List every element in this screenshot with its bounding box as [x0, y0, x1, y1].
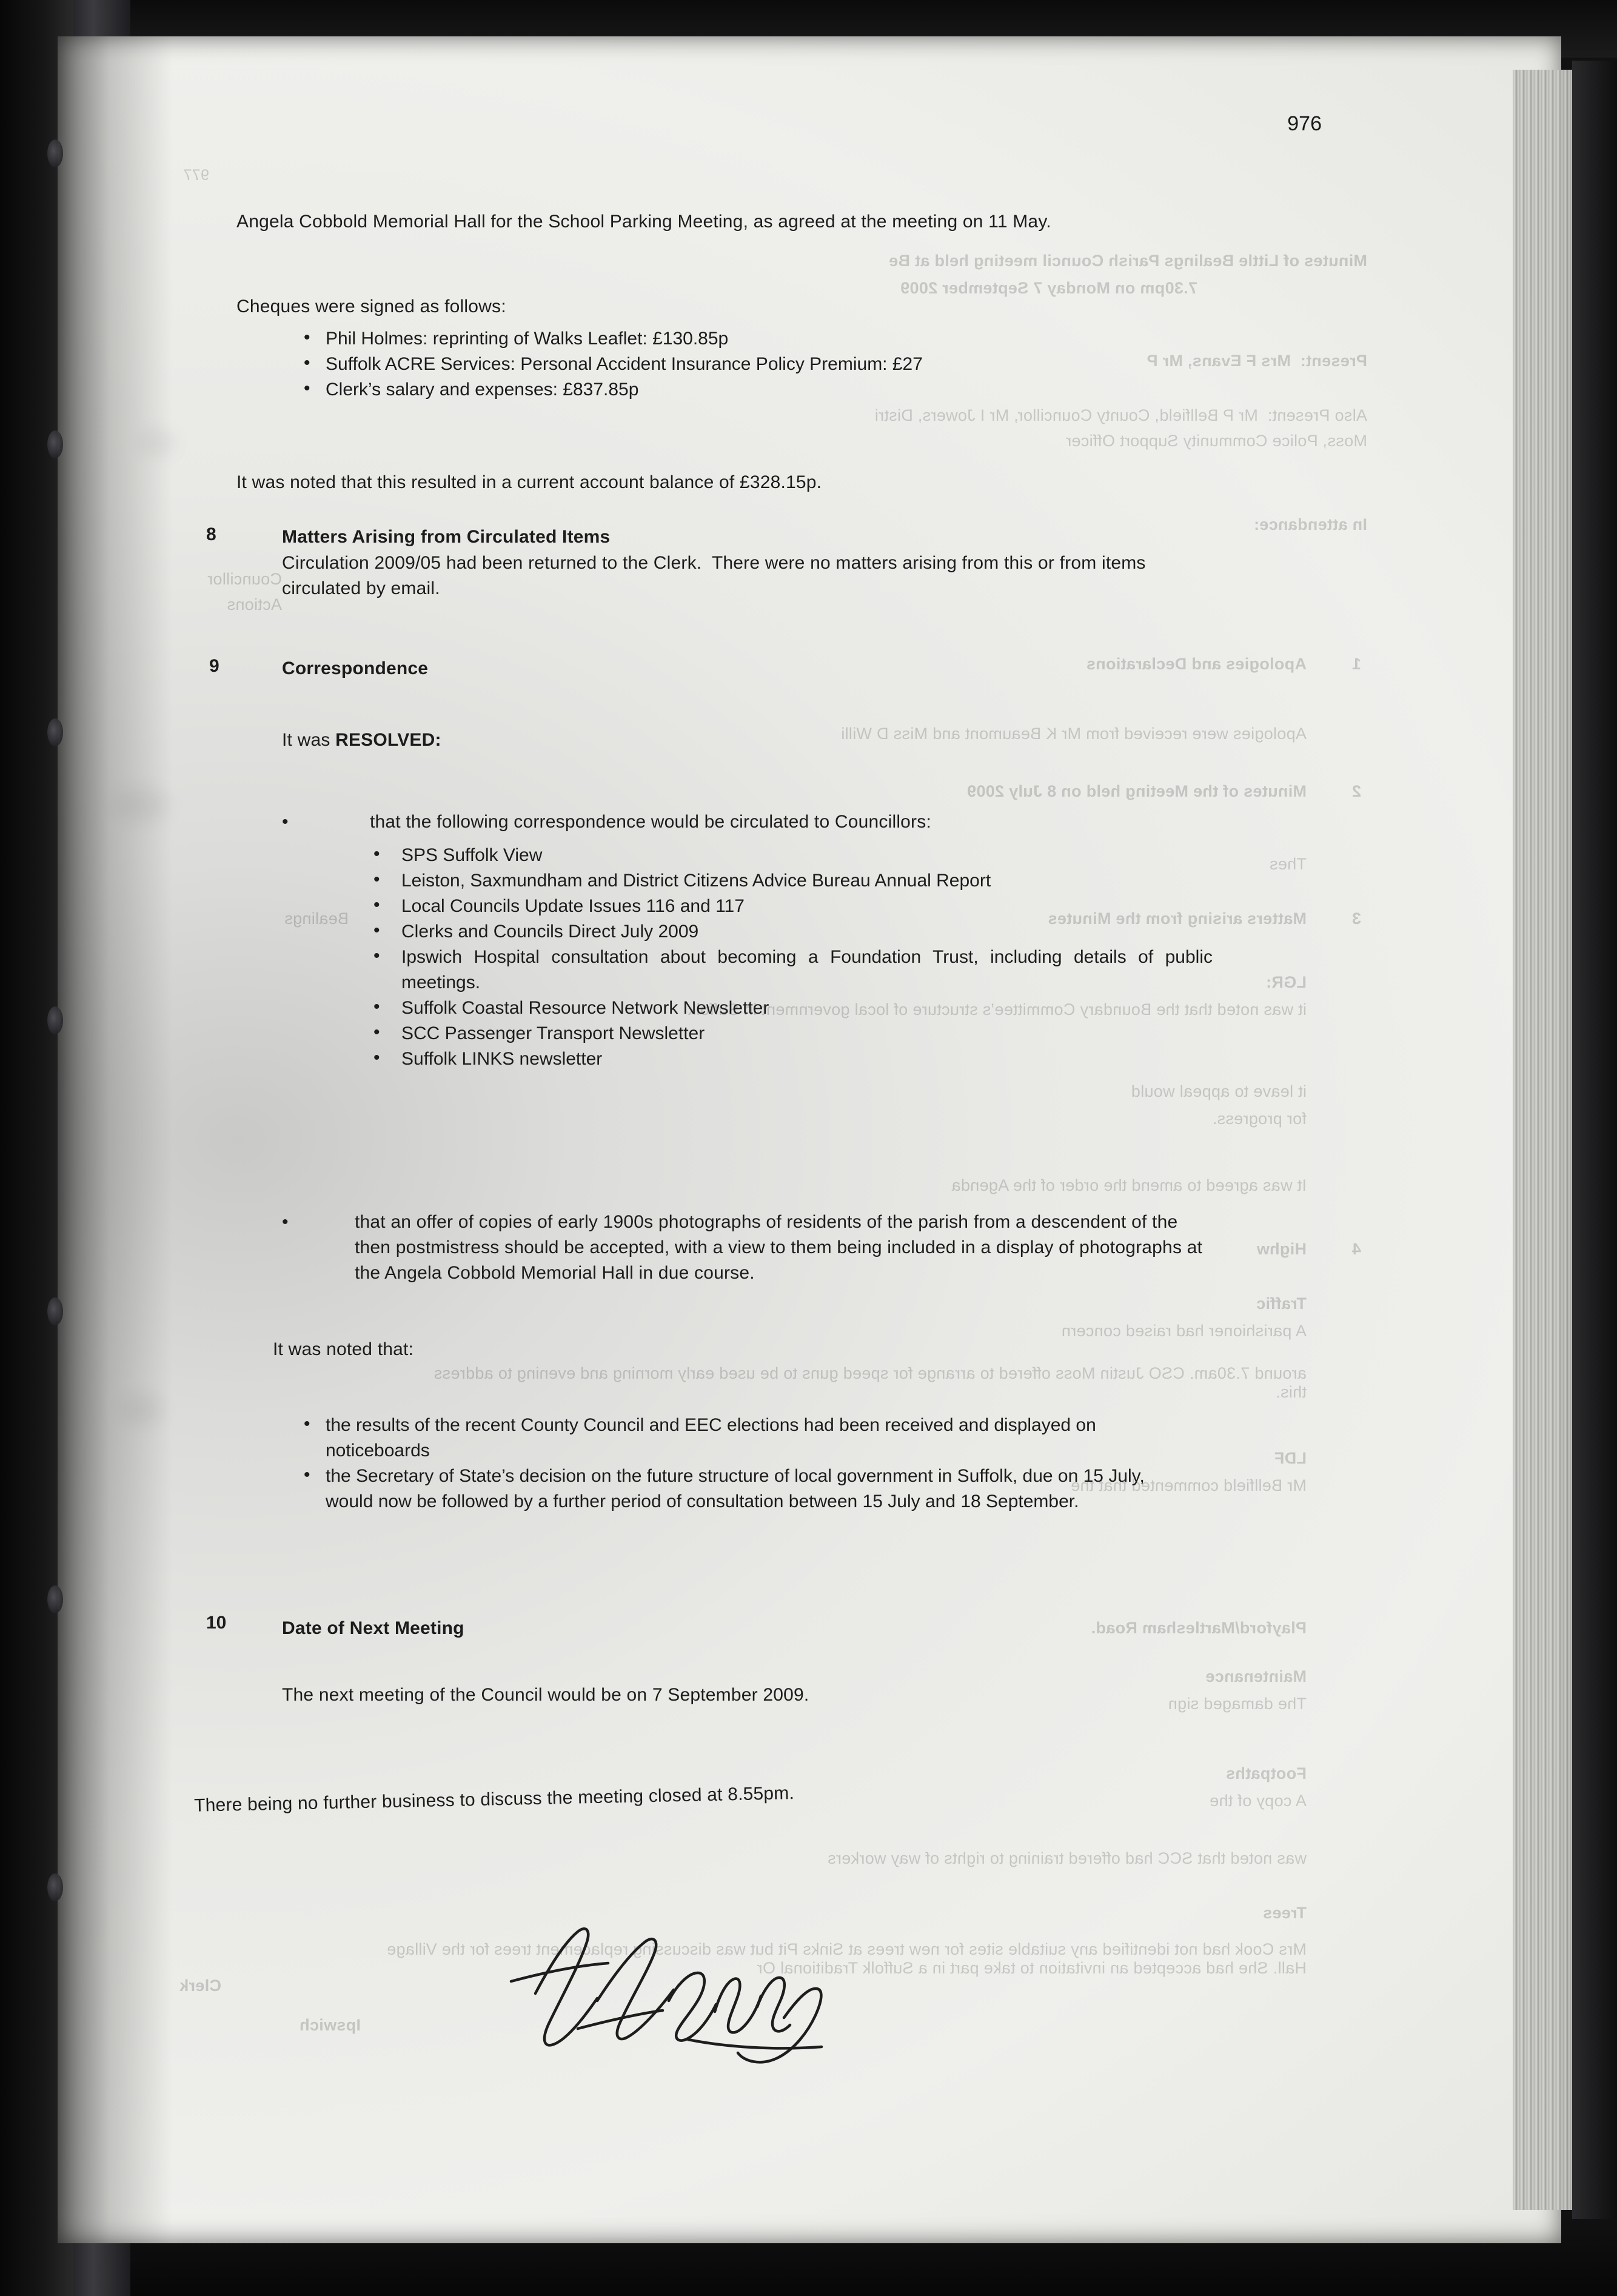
page-stack-shadow	[1572, 61, 1617, 2219]
noted-list	[294, 1413, 1185, 1514]
paragraph-hall-parking: Angela Cobbold Memorial Hall for the School Parking Meeting, as agreed at the meeting on 11 May.	[236, 212, 1051, 232]
heading-matters-arising: Matters Arising from Circulated Items	[282, 527, 611, 547]
signature	[506, 1910, 882, 2067]
item-number-9: 9	[209, 656, 219, 676]
list-item: • SCC Passenger Transport Newsletter	[370, 1021, 1213, 1046]
list-item: • the results of the recent County Council and EEC elections had been received and displayed on noticeboards	[294, 1413, 1185, 1464]
paragraph-cheques-intro: Cheques were signed as follows:	[236, 296, 506, 316]
list-item: • Suffolk LINKS newsletter	[370, 1046, 1213, 1072]
list-item: • Ipswich Hospital consultation about becoming a Foundation Trust, including details of public meetings.	[370, 945, 1213, 996]
heading-correspondence: Correspondence	[282, 658, 429, 678]
paragraph-closing: There being no further business to discuss the meeting closed at 8.55pm.	[193, 1783, 795, 1816]
paragraph-balance-note: It was noted that this resulted in a current account balance of £328.15p.	[236, 472, 822, 492]
page-number: 976	[1287, 112, 1322, 135]
resolved-line	[282, 728, 441, 753]
list-item: • Local Councils Update Issues 116 and 117	[370, 894, 1213, 919]
resolved-keyword: RESOLVED:	[335, 730, 441, 750]
bleed-through-text: 977 Minutes of Little Bealings Parish Council meeting held at Be 7.30pm on Monday 7 September 2009 Present: Mrs F Evans, Mr P Also Present: Mr P Bellfield, County Councillor, Mr I Jowers, Distri Moss, Police Community Support Officer In attendance: Councillor Actions Apologies and Declarations 1 Apologies were received from Mr K Beaumont and Miss D Willi Minutes of the Meeting held on 8 July 2009 2 Thes Matters arising from the Minutes 3 Bealings LGR: it was noted that the Boundary Committee’s structure of local government in Suffolk it leave to appeal would for progress. It was agreed to amend the order of the Agenda Highw 4 Traffic A parishioner had raised concern around 7.30am. CSO Justin Moss offered to arrange for speed guns to be used early morning and evening to address this. LDF Mr Bellfield commented that the Playford/Martlesham Road. Maintenance The damaged sign Footpaths A copy of the was noted that SCC had offered training to rights of way workers Trees Mrs Cook had not identified any suitable sites for new trees at Sinks Pit but was discussing replacement trees for the Village Hall. She had accepted an invitation to take part in a Suffolk Traditional Or Ipswich Clerk	[179, 167, 1367, 2034]
paragraph-noted-intro: It was noted that:	[273, 1339, 414, 1359]
item-number-10: 10	[206, 1613, 227, 1633]
list-item: • Clerk’s salary and expenses: £837.85p	[294, 377, 1204, 403]
paragraph-item8-body: Circulation 2009/05 had been returned to the Clerk. There were no matters arising from this or from items circulated by email.	[282, 553, 1151, 598]
item-number-8: 8	[206, 524, 216, 544]
list-item: • Suffolk Coastal Resource Network Newsletter	[370, 996, 1213, 1021]
bullet-marker-1: •	[282, 812, 289, 832]
cheques-list	[294, 326, 1204, 403]
bleed-page-number: 977	[183, 167, 209, 184]
paragraph-next-meeting: The next meeting of the Council would be on 7 September 2009.	[282, 1685, 809, 1705]
resolved-lead: It was	[282, 730, 336, 750]
correspondence-list	[370, 843, 1213, 1072]
paragraph-photographs-offer: that an offer of copies of early 1900s photographs of residents of the parish from a descendent of the then postmistress should be accepted, with a view to them being included in a display of photographs at the Angela Cobbold Memorial Hall in due course.	[355, 1212, 1208, 1283]
list-item: • SPS Suffolk View	[370, 843, 1213, 868]
list-item: • the Secretary of State’s decision on the future structure of local government in Suffolk, due on 15 July, would now be followed by a further period of consultation between 15 July and 18 September.	[294, 1464, 1185, 1514]
page-content	[58, 36, 1561, 2243]
list-item: • Clerks and Councils Direct July 2009	[370, 919, 1213, 945]
heading-date-of-next-meeting: Date of Next Meeting	[282, 1618, 464, 1638]
list-item: • Phil Holmes: reprinting of Walks Leaflet: £130.85p	[294, 326, 1204, 352]
bullet-marker-2: •	[282, 1212, 289, 1232]
list-item: • Leiston, Saxmundham and District Citizens Advice Bureau Annual Report	[370, 868, 1213, 894]
paragraph-correspondence-intro: that the following correspondence would be circulated to Councillors:	[370, 812, 931, 832]
list-item: • Suffolk ACRE Services: Personal Accident Insurance Policy Premium: £27	[294, 352, 1204, 377]
